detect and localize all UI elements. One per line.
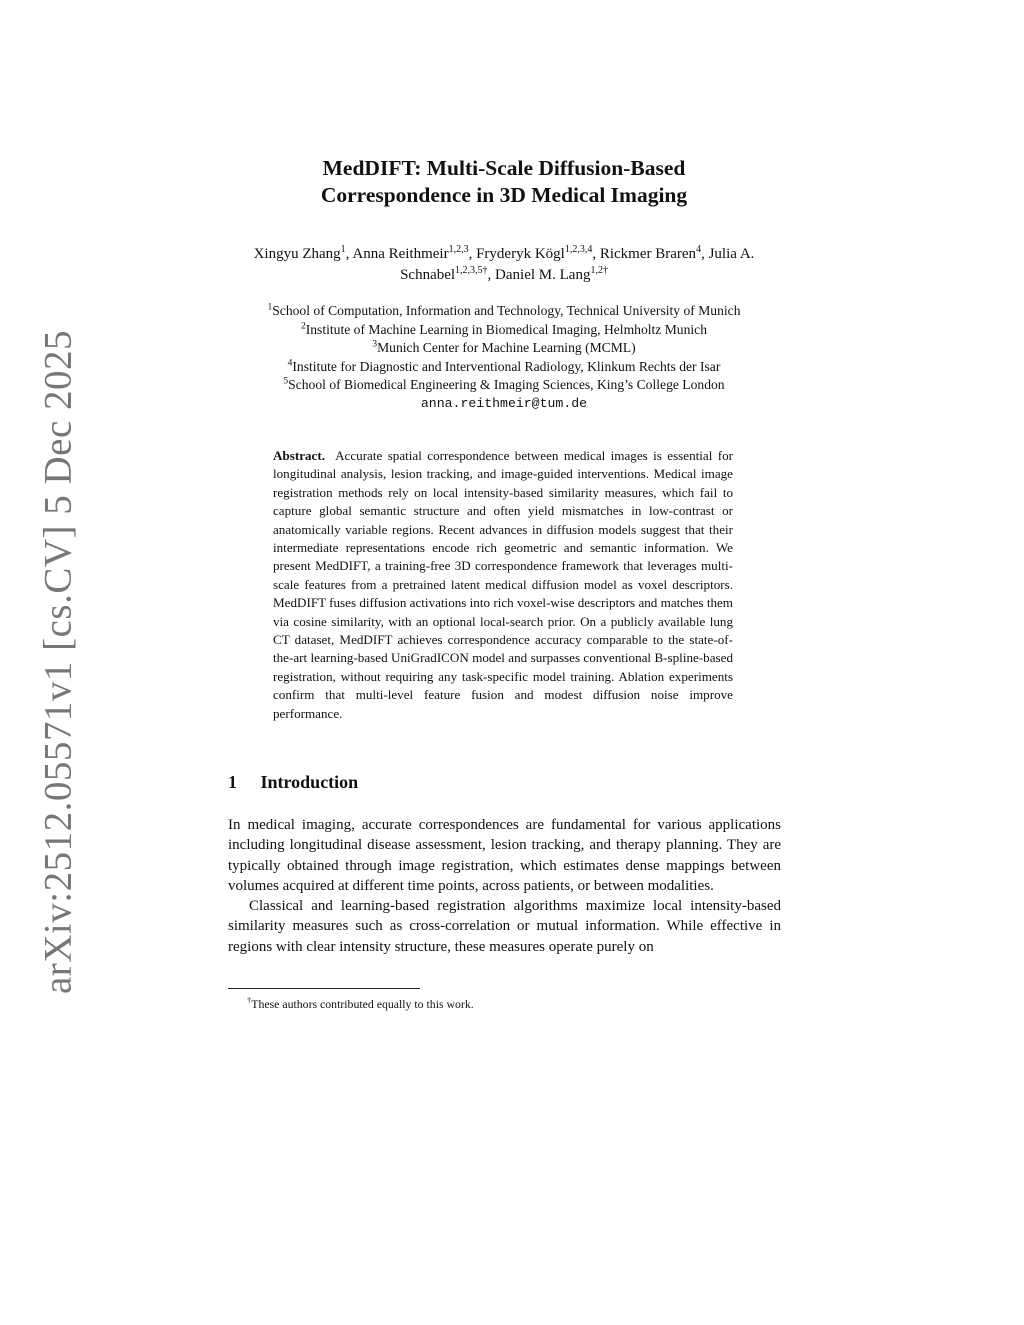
- abstract: [273, 447, 733, 723]
- section-heading: [228, 772, 358, 793]
- author: Julia A. Schnabel$^{1,2,3,5\dagger}$,: [400, 246, 755, 283]
- affiliation: $^4$Institute for Diagnostic and Interventional Radiology, Klinkum Rechts der Isar: [287, 358, 721, 374]
- title-line: MedDIFT: Multi-Scale Diffusion-Based: [322, 156, 686, 180]
- author: Daniel M. Lang$^{1,2\dagger}$: [495, 265, 608, 283]
- paper-title: [228, 155, 780, 209]
- author: Xingyu Zhang$^1$,: [253, 244, 353, 262]
- contact-email: anna.reithmeir@tum.de: [420, 395, 588, 411]
- author-list: [218, 244, 790, 286]
- footnote-text: These authors contributed equally to this work.: [251, 996, 474, 1011]
- section-title: Introduction: [260, 772, 359, 792]
- affiliation-list: [200, 302, 808, 414]
- author: Rickmer Braren$^4$,: [599, 244, 709, 262]
- affiliation: $^5$School of Biomedical Engineering & Imaging Sciences, King’s College London: [283, 376, 725, 393]
- paragraph: In medical imaging, accurate correspondences are fundamental for various applications including longitudinal disease assessment, lesion tracking, and therapy planning. They are typically obtained through image registration, which estimates dense mappings between volumes acquired at different time points, across patients, or between modalities.: [228, 817, 781, 894]
- abstract-text: Accurate spatial correspondence between medical images is essential for longitudinal analysis, lesion tracking, and image-guided interventions. Medical image registration methods rely on local intensity-based similarity measures, which fail to capture global semantic structure and often yield mismatches in low-contrast or anatomically variable regions. Recent advances in diffusion models suggest that their intermediate representations encode rich geometric and semantic information. We present MedDIFT, a training-free 3D correspondence framework that leverages multi-scale features from a pretrained latent medical diffusion model as voxel descriptors. MedDIFT fuses diffusion activations into rich voxel-wise descriptors and matches them via cosine similarity, with an optional local-search prior. On a publicly available lung CT dataset, MedDIFT achieves correspondence accuracy comparable to the state-of-the-art learning-based UniGradICON model and surpasses conventional B-spline-based registration, without requiring any task-specific model training. Ablation experiments confirm that multi-level feature fusion and modest diffusion noise improve performance.: [273, 448, 733, 721]
- abstract-label: Abstract.: [273, 448, 325, 463]
- affiliation: $^3$Munich Center for Machine Learning (MCML): [372, 339, 636, 356]
- footnote-mark: †: [247, 995, 252, 1005]
- arxiv-identifier: arXiv:2512.05571v1 [cs.CV] 5 Dec 2025: [36, 329, 80, 995]
- introduction-body: [228, 815, 781, 957]
- paragraph: Classical and learning-based registration algorithms maximize local intensity-based similarity measures such as cross-correlation or mutual information. While effective in regions with clear intensity structure, these measures operate purely on: [228, 898, 781, 955]
- author: Fryderyk Kögl$^{1,2,3,4}$,: [476, 244, 600, 262]
- author: Anna Reithmeir$^{1,2,3}$,: [352, 244, 477, 262]
- affiliation: $^2$Institute of Machine Learning in Biomedical Imaging, Helmholtz Munich: [300, 321, 708, 337]
- section-number: 1: [228, 772, 237, 792]
- footnote-divider: [228, 988, 420, 989]
- affiliation: $^1$School of Computation, Information and Technology, Technical University of Munich: [267, 302, 741, 318]
- title-line: Correspondence in 3D Medical Imaging: [320, 183, 688, 207]
- footnote: [247, 993, 474, 1012]
